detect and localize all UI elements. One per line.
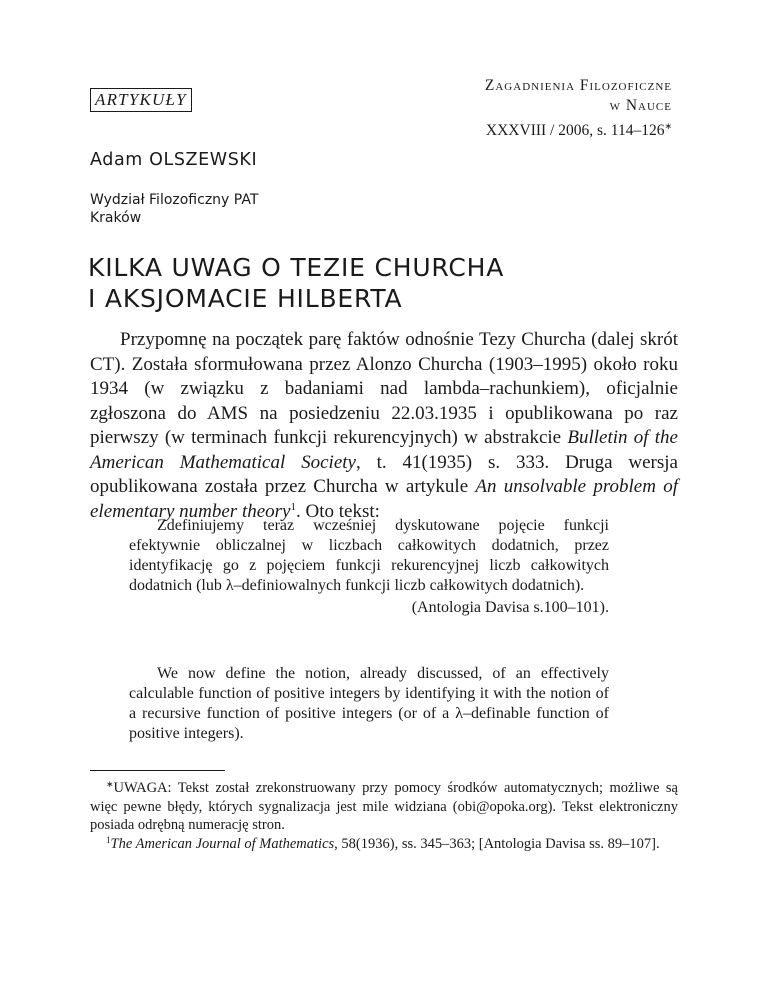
- quote-polish-text: Zdefiniujemy teraz wcześniej dyskutowane pojęcie funkcji efektywnie obliczalnej w liczbach całkowitych dodatnich, przez identyfikację go z pojęciem funkcji rekurencyjnej liczb całkowitych dodatnich (lub λ–definiowalnych funkcji liczb całkowitych dodatnich).: [129, 517, 609, 594]
- journal-footnote-mark: ∗: [664, 121, 672, 131]
- intro-text-a: Przypomnę na początek parę faktów odnośnie Tezy Churcha (dalej skrót CT). Została sformułowana przez Alonzo Churcha (1903–1995) około roku 1934 (w związku z badaniami nad lambda–rachunkiem), oficjalnie zgłoszona do AMS na posiedzeniu 22.03.1935 i opublikowana po raz pierwszy (w terminach funkcji rekurencyjnych) w abstrakcie: [90, 329, 678, 448]
- journal-info: [485, 76, 672, 141]
- footnote-star-text: UWAGA: Tekst został zrekonstruowany przy pomocy środków automatycznych; możliwe są więc pewne błędy, których sygnalizacja jest mile widziana (obi@opoka.org). Tekst elektroniczny posiada odrębną numerację stron.: [90, 780, 678, 833]
- section-tag: ARTYKUŁY: [90, 88, 192, 112]
- footnote-ref-1[interactable]: 1: [290, 500, 296, 513]
- body-text: [90, 328, 678, 524]
- footnote-1-text: , 58(1936), ss. 345–363; [Antologia Davisa ss. 89–107].: [334, 835, 660, 852]
- title-line1: KILKA UWAG O TEZIE CHURCHA: [88, 253, 505, 282]
- footnote-1-mark: 1: [106, 834, 111, 845]
- bulletin-title: Bulletin of the American Mathematical Society: [90, 427, 678, 473]
- intro-text-c: . Oto tekst:: [296, 500, 380, 522]
- paragraph-intro: [90, 328, 678, 524]
- author-name: Adam OLSZEWSKI: [90, 150, 258, 170]
- quote-english-text: We now define the notion, already discussed, of an effectively calculable function of positive integers by identifying it with the notion of a recursive function of positive integers (or of a λ–definable function of positive integers).: [129, 665, 609, 742]
- footnote-star-mark: ∗: [106, 779, 114, 789]
- footnote-1: [90, 835, 678, 854]
- journal-name-line1: Zagadnienia Filozoficzne: [484, 77, 672, 94]
- footnote-star: [90, 779, 678, 835]
- footnote-divider: [90, 770, 225, 771]
- footnotes: [90, 779, 678, 853]
- journal-volume-pages: [485, 116, 672, 141]
- church-article-title: An unsolvable problem of elementary number theory: [90, 476, 678, 522]
- title-line2: I AKSJOMACIE HILBERTA: [88, 284, 403, 313]
- journal-volume-text: XXXVIII / 2006, s. 114–126: [485, 122, 665, 140]
- footnote-1-journal: The American Journal of Mathematics: [110, 835, 335, 852]
- affiliation-institution: Wydział Filozoficzny PAT: [90, 192, 259, 208]
- article-title: [88, 252, 504, 314]
- journal-name-line2: w Nauce: [609, 97, 672, 114]
- quote-english: [129, 664, 609, 744]
- affiliation-city: Kraków: [90, 210, 142, 226]
- affiliation: [90, 191, 258, 227]
- quote-polish: [129, 516, 609, 618]
- quote-polish-source: (Antologia Davisa s.100–101).: [411, 599, 609, 616]
- intro-text-b: , t. 41(1935) s. 333. Druga wersja opublikowana została przez Churcha w artykule: [90, 451, 678, 497]
